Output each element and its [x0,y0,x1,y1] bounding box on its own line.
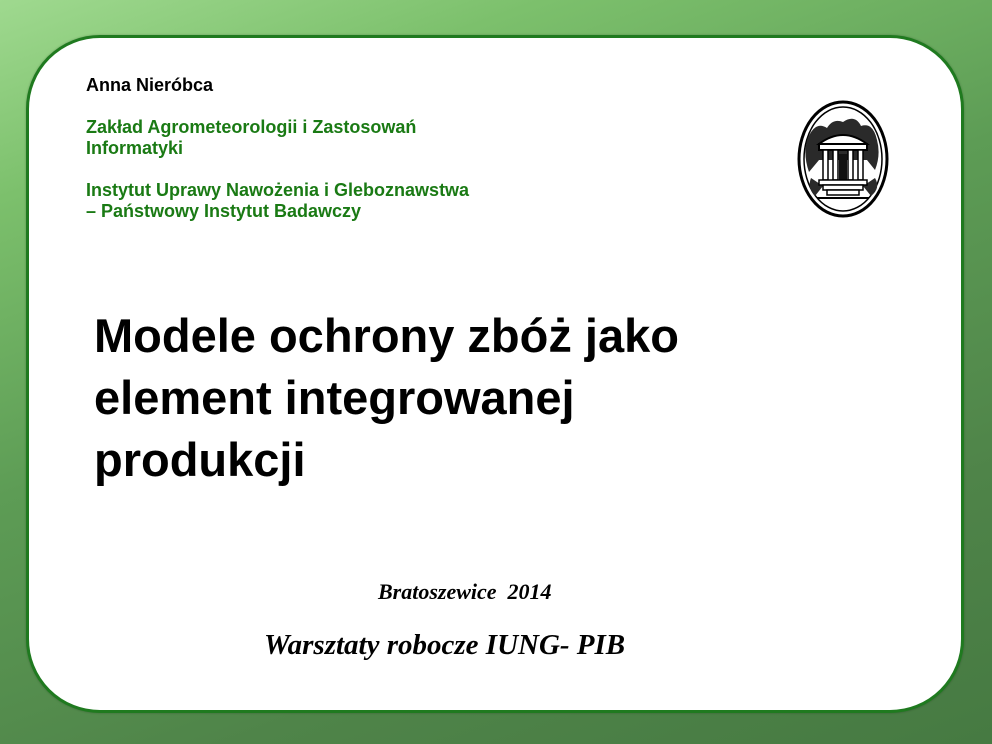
institute-line: Instytut Uprawy Nawożenia i Gleboznawstwa [86,180,470,200]
title-line: produkcji [94,433,306,486]
department-name [86,117,546,159]
event-name: Warsztaty robocze IUNG- PIB [264,629,626,661]
place-and-year: Bratoszewice 2014 [378,579,552,604]
slide-title [94,305,834,491]
title-line: element integrowanej [94,371,575,424]
author-name: Anna Nieróbca [86,75,214,95]
title-line: Modele ochrony zbóż jako [94,309,679,362]
department-line: Zakład Agrometeorologii i Zastosowań [86,117,417,137]
institute-building-emblem-icon [797,100,889,218]
institute-name [86,180,606,222]
department-line: Informatyki [86,138,184,158]
institute-line: – Państwowy Instytut Badawczy [86,201,362,221]
